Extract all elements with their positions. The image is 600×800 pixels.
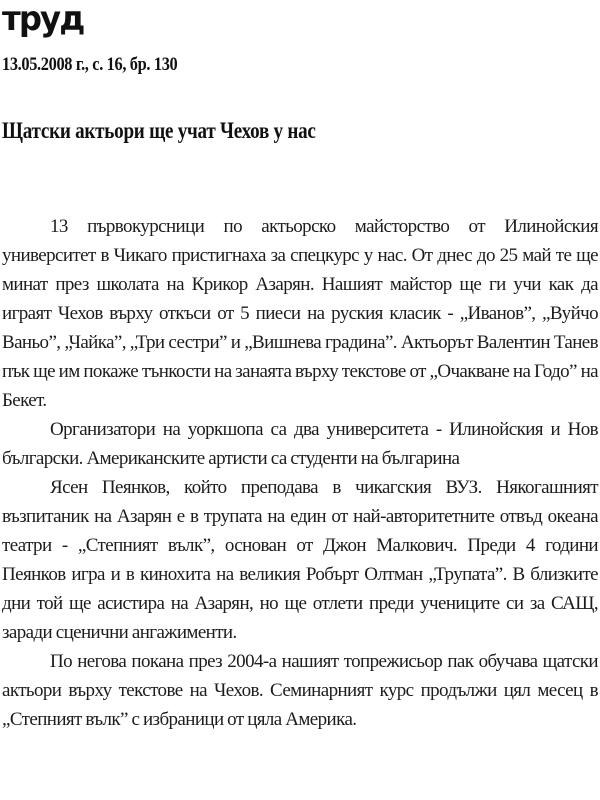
article-headline: Щатски актьори ще учат Чехов у нас (2, 118, 316, 143)
newspaper-logo: труд (2, 0, 84, 39)
article-paragraph: 13 първокурсници по актьорско майсторство от Илинойския университет в Чикаго пристигнаха за спецкурс у нас. От днес до 25 май те ще минат през школата на Крикор Азарян. Нашият майстор ще ги учи как да играят Чехов върху откъси от 5 пиеси на руския класик - „Иванов”, „Вуйчо Ваньо”, „Чайка”, „Три сестри” и „Вишнева градина”. Актьорът Валентин Танев пък ще им покаже тънкости на занаята върху текстове от „Очакване на Годо” на Бекет. (2, 216, 598, 411)
article-paragraph: По негова покана през 2004-а нашият топрежисьор пак обучава щатски актьори върху текстове на Чехов. Семинарният курс продължи цял месец в „Степният вълк” с избраници от цяла Америка. (2, 651, 598, 730)
article-paragraph: Организатори на уоркшопа са два университета - Илинойския и Нов български. Американските артисти са студенти на българина (2, 419, 598, 469)
article-body (2, 212, 598, 734)
publication-date-info: 13.05.2008 г., с. 16, бр. 130 (2, 54, 178, 75)
article-paragraph: Ясен Пеянков, който преподава в чикагския ВУЗ. Някогашният възпитаник на Азарян е в трупата на един от най-авторитетните отвъд океана театри - „Степният вълк”, основан от Джон Малкович. Преди 4 години Пеянков игра и в кинохита на великия Робърт Олтман „Трупата”. В близките дни той ще асистира на Азарян, но ще отлети преди учениците си за САЩ, заради сценични ангажименти. (2, 477, 598, 643)
